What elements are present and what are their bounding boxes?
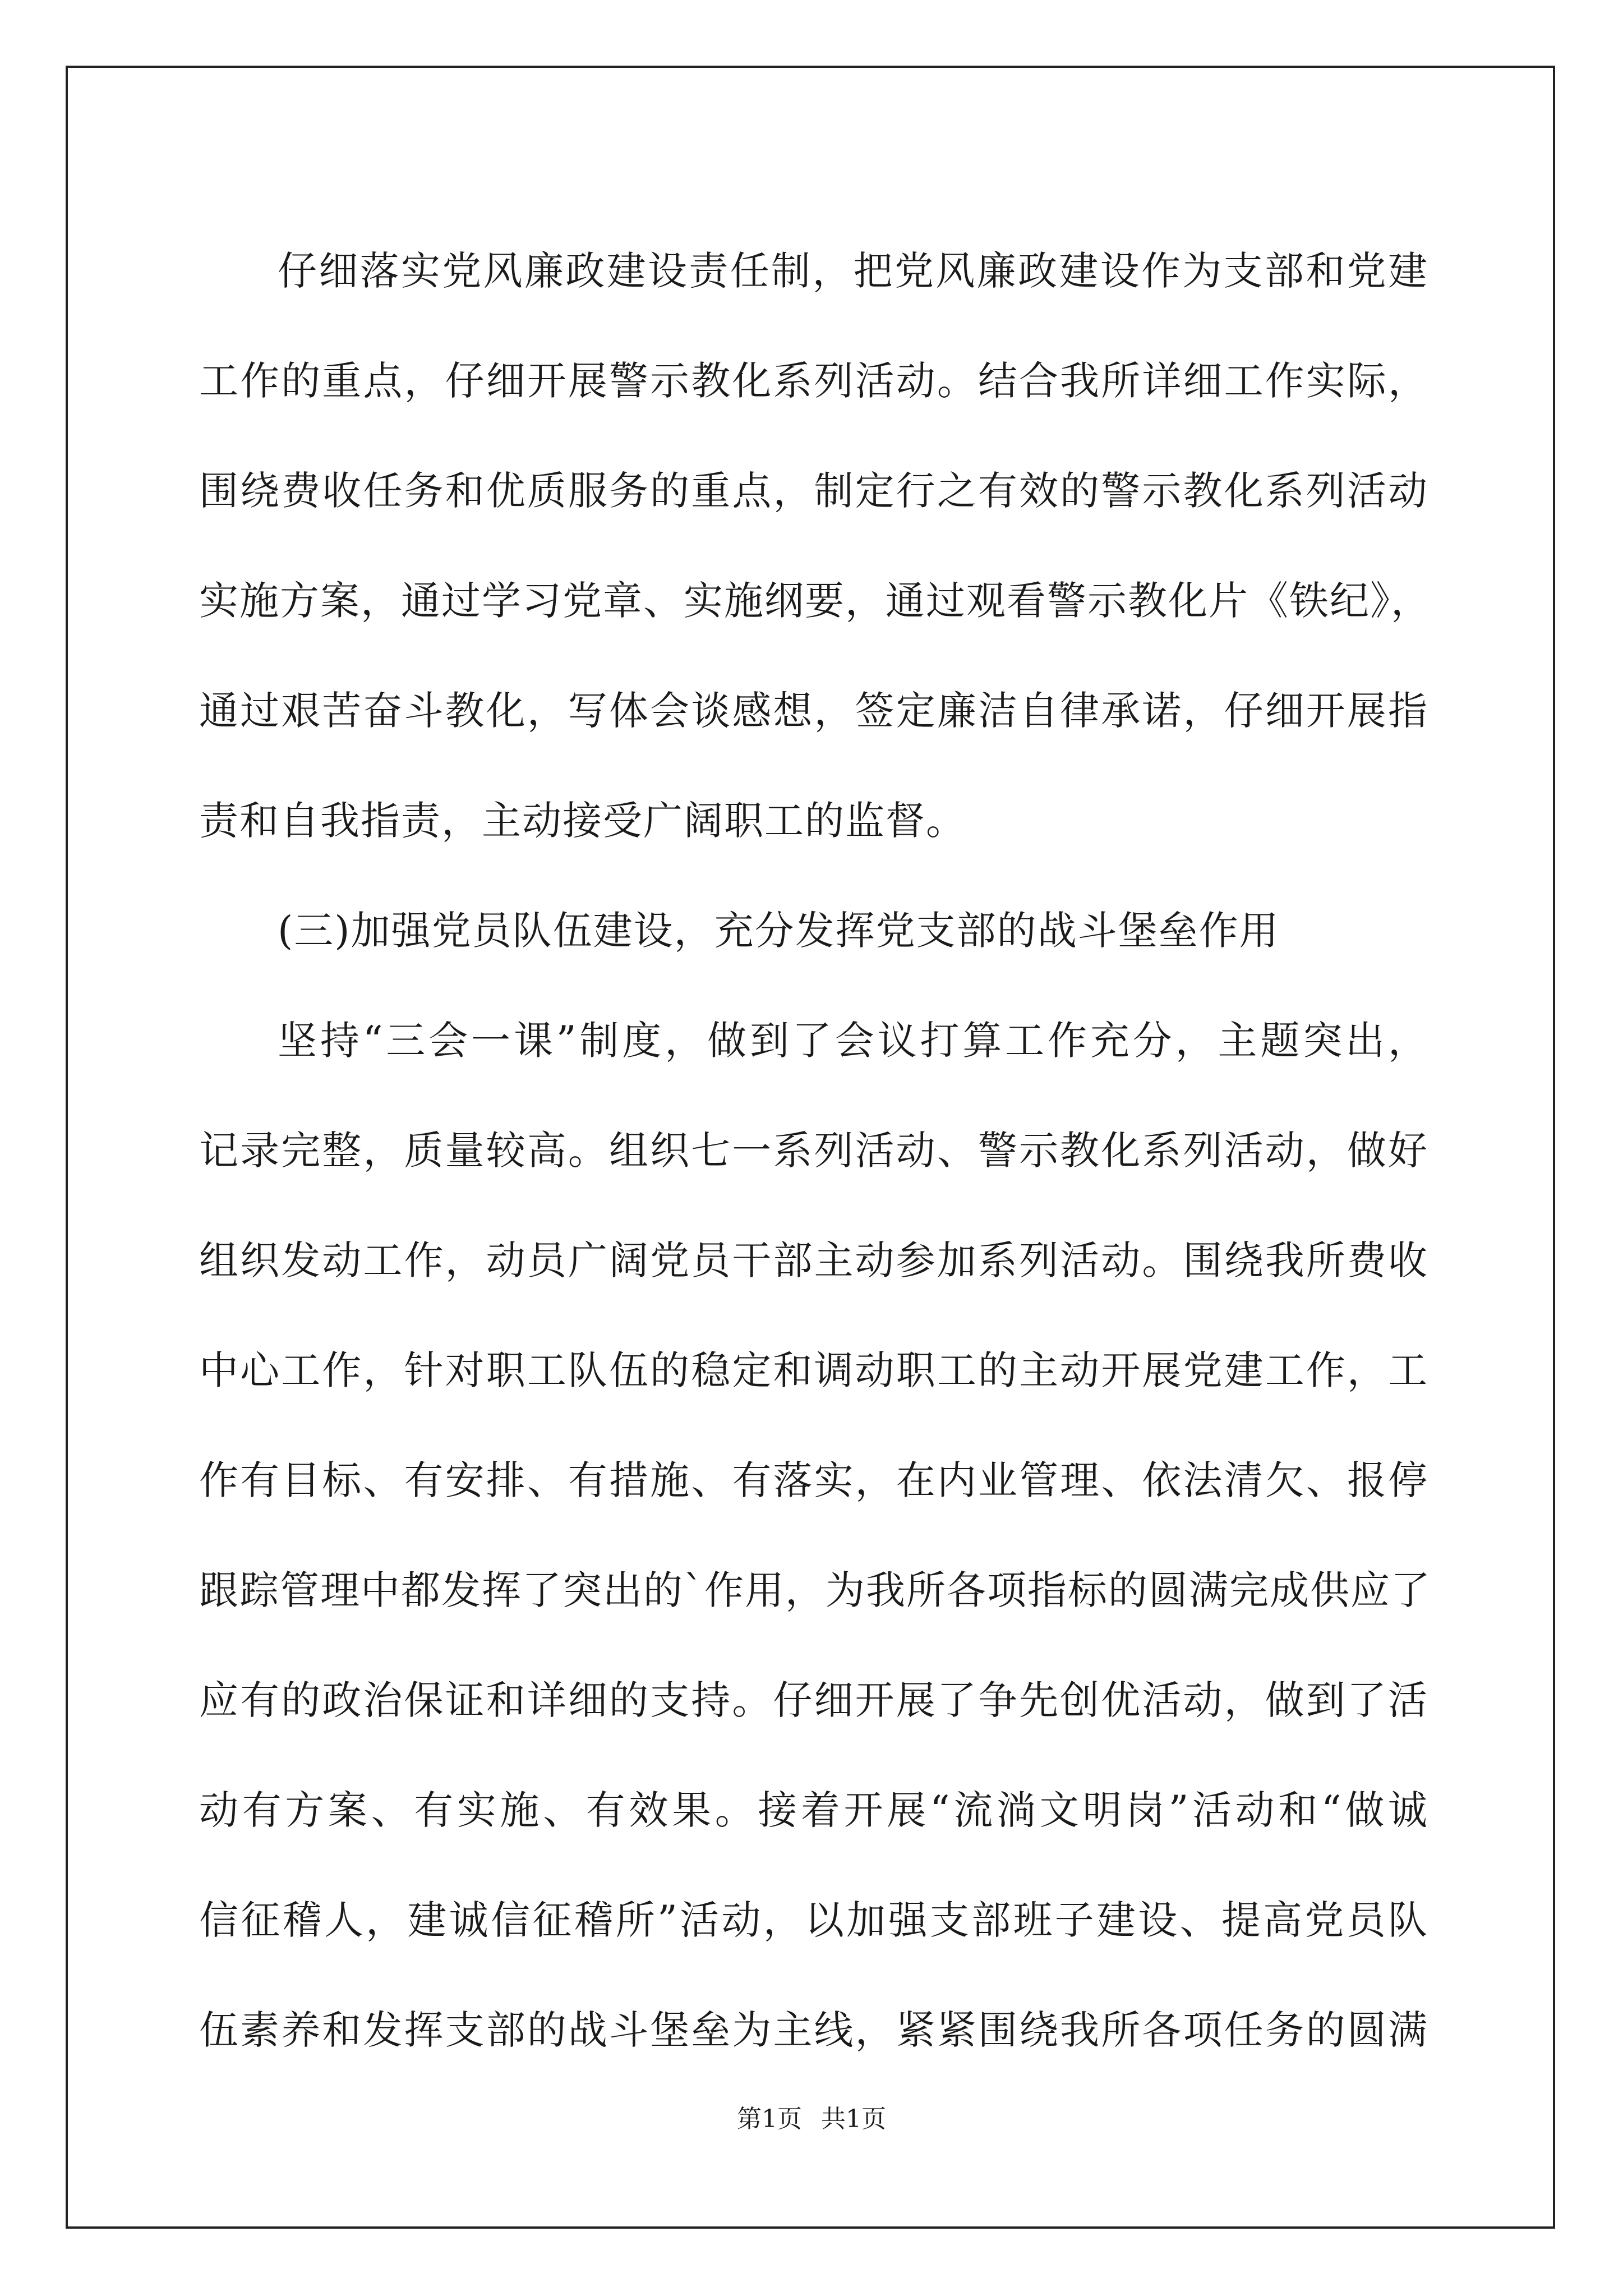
- text-line: 作有目标、有安排、有措施、有落实，在内业管理、依法清欠、报停: [199, 1457, 1428, 1503]
- document-body: [199, 216, 1431, 2085]
- text-line: 仔细落实党风廉政建设责任制，把党风廉政建设作为支部和党建: [278, 248, 1428, 294]
- text-line: 跟踪管理中都发挥了突出的`作用，为我所各项指标的圆满完成供应了: [199, 1567, 1431, 1613]
- text-line: 责和自我指责，主动接受广阔职工的监督。: [199, 798, 966, 844]
- text-line: 记录完整，质量较高。组织七一系列活动、警示教化系列活动，做好: [199, 1128, 1428, 1174]
- text-line: 组织发动工作，动员广阔党员干部主动参加系列活动。围绕我所费收: [199, 1237, 1428, 1283]
- text-line: 围绕费收任务和优质服务的重点，制定行之有效的警示教化系列活动: [199, 468, 1428, 514]
- text-line: 应有的政治保证和详细的支持。仔细开展了争先创优活动，做到了活: [199, 1677, 1428, 1723]
- text-line: 坚持“三会一课”制度，做到了会议打算工作充分，主题突出，: [278, 1018, 1428, 1064]
- text-line: 通过艰苦奋斗教化，写体会谈感想，签定廉洁自律承诺，仔细开展指: [199, 688, 1428, 734]
- text-line: 伍素养和发挥支部的战斗堡垒为主线，紧紧围绕我所各项任务的圆满: [199, 2007, 1428, 2053]
- text-line: 实施方案，通过学习党章、实施纲要，通过观看警示教化片《铁纪》，: [199, 578, 1431, 624]
- page-footer: [0, 2102, 1623, 2136]
- section-heading: (三)加强党员队伍建设，充分发挥党支部的战斗堡垒作用: [278, 908, 1280, 954]
- text-line: 信征稽人，建诚信征稽所”活动，以加强支部班子建设、提高党员队: [199, 1897, 1428, 1943]
- text-line: 中心工作，针对职工队伍的稳定和调动职工的主动开展党建工作，工: [199, 1347, 1428, 1393]
- page-total: 共1页: [821, 2105, 886, 2133]
- text-line: 动有方案、有实施、有效果。接着开展“流淌文明岗”活动和“做诚: [199, 1787, 1428, 1833]
- text-line: 工作的重点，仔细开展警示教化系列活动。结合我所详细工作实际，: [199, 358, 1428, 404]
- page-number: 第1页: [737, 2105, 802, 2133]
